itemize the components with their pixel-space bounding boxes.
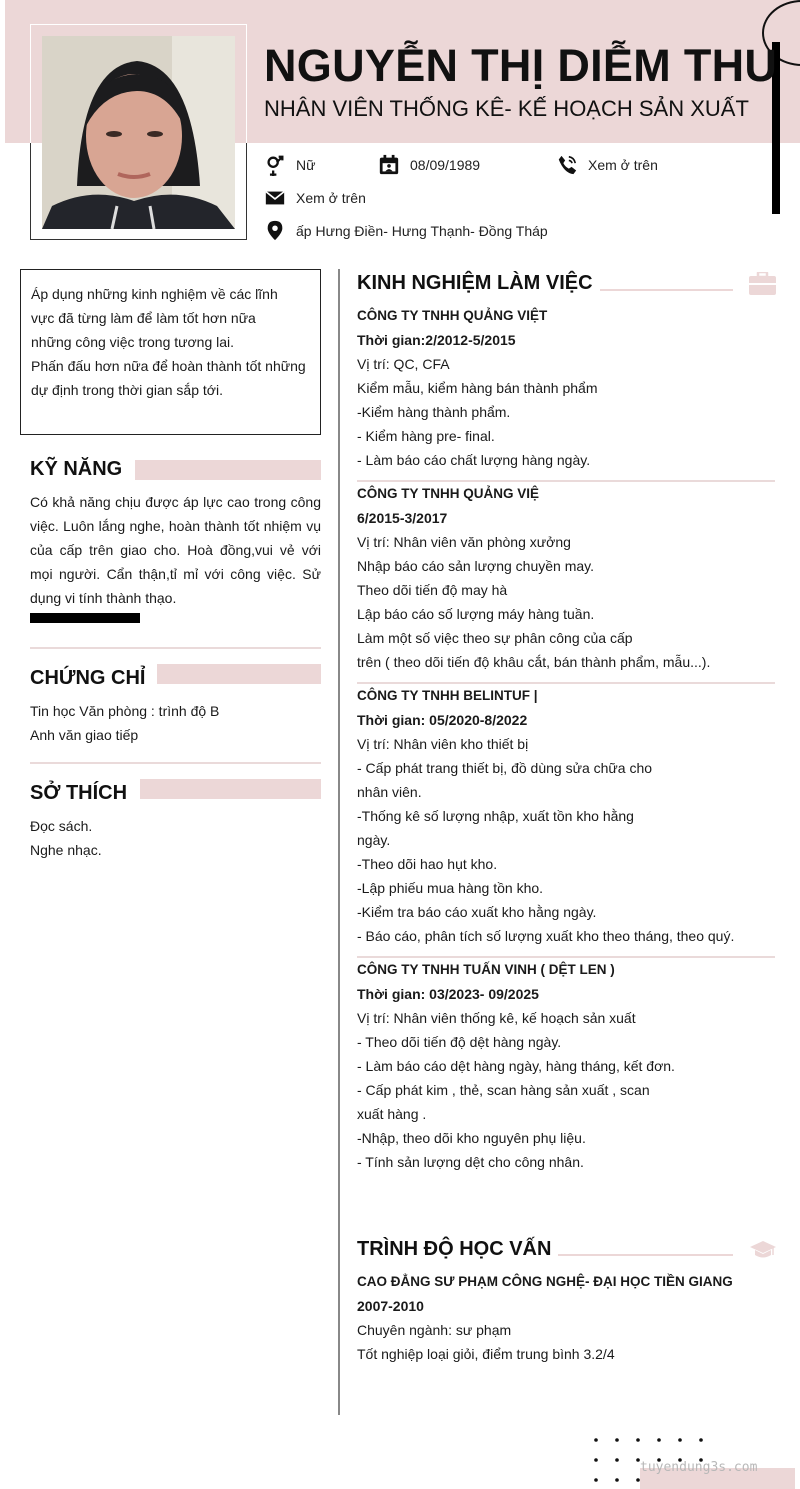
skills-title: KỸ NĂNG (30, 458, 123, 480)
job-period: 6/2015-3/2017 (357, 510, 448, 526)
job-company: CÔNG TY TNHH QUẢNG VIỆT (357, 308, 548, 323)
job-company: CÔNG TY TNHH BELINTUF | (357, 688, 538, 703)
job-entry (357, 684, 775, 948)
birthday-value: 08/09/1989 (410, 157, 481, 173)
hobbies-title: SỞ THÍCH (30, 782, 128, 804)
hobbies-list (30, 814, 102, 862)
info-address (264, 220, 548, 242)
certificate-item: Tin học Văn phòng : trình độ B (30, 703, 220, 719)
gender-value: Nữ (296, 157, 316, 173)
hobby-item: Nghe nhạc. (30, 842, 102, 858)
info-email (264, 187, 366, 209)
briefcase-icon (749, 272, 776, 295)
portrait-image (42, 36, 235, 229)
job-entry (357, 482, 775, 674)
phone-value: Xem ở trên (588, 157, 658, 173)
hobby-item: Đọc sách. (30, 818, 93, 834)
job-line: -Theo dõi hao hụt kho. (357, 856, 498, 872)
candidate-name: NGUYỄN THỊ DIỄM THU (264, 40, 778, 91)
objective-line: những công việc trong tương lai. (31, 334, 235, 350)
job-line: Nhập báo cáo sản lượng chuyền may. (357, 558, 594, 574)
objective-line: Phấn đấu hơn nữa để hoàn thành tốt những (31, 358, 306, 374)
job-line: - Cấp phát trang thiết bị, đồ dùng sửa chữa cho (357, 760, 653, 776)
certificates-title: CHỨNG CHỈ (30, 667, 146, 689)
email-value: Xem ở trên (296, 190, 366, 206)
objective-line: dự định trong thời gian sắp tới. (31, 382, 223, 398)
graduation-cap-icon (750, 1240, 776, 1260)
job-line: ngày. (357, 832, 391, 848)
job-period: Thời gian: 05/2020-8/2022 (357, 712, 528, 728)
skills-text: Có khả năng chịu được áp lực cao trong công việc. Luôn lắng nghe, hoàn thành tốt nhiệm vụ của cấp trên giao cho. Hoà đồng,vui vẻ với mọi người. Cẩn thận,tỉ mỉ với công việc. Sử dụng vi tính thành thạo. (30, 494, 321, 606)
watermark-text: tuyendung3s.com (640, 1460, 758, 1475)
job-line: -Thống kê số lượng nhập, xuất tồn kho hằng (357, 808, 634, 824)
job-line: Vị trí: Nhân viên thống kê, kế hoạch sản xuất (357, 1010, 636, 1026)
experience-title-line (600, 289, 733, 291)
job-line: trên ( theo dõi tiến độ khâu cắt, bán thành phẩm, mẫu...). (357, 654, 711, 670)
job-line: Làm một số việc theo sự phân công của cấp (357, 630, 633, 646)
education-title-line (558, 1254, 733, 1256)
job-period: Thời gian: 03/2023- 09/2025 (357, 986, 539, 1002)
job-line: nhân viên. (357, 784, 422, 800)
job-line: Vị trí: QC, CFA (357, 356, 450, 372)
job-line: Lập báo cáo số lượng máy hàng tuần. (357, 606, 595, 622)
job-line: xuất hàng . (357, 1106, 427, 1122)
info-birthday (378, 154, 480, 176)
job-line: Kiểm mẫu, kiểm hàng bán thành phẩm (357, 380, 598, 396)
job-line: Vị trí: Nhân viên kho thiết bị (357, 736, 529, 752)
objective-box (20, 269, 321, 435)
objective-line: vực đã từng làm để làm tốt hơn nữa (31, 310, 256, 326)
section-divider (30, 647, 321, 649)
job-line: Theo dõi tiến độ may hà (357, 582, 508, 598)
info-gender (264, 154, 315, 176)
education-title: TRÌNH ĐỘ HỌC VẤN (357, 1238, 552, 1260)
job-line: - Làm báo cáo dệt hàng ngày, hàng tháng, kết đơn. (357, 1058, 675, 1074)
job-line: -Kiểm tra báo cáo xuất kho hằng ngày. (357, 904, 597, 920)
section-divider (30, 762, 321, 764)
objective-line: Áp dụng những kinh nghiệm về các lĩnh (31, 286, 278, 302)
education-school: CAO ĐẲNG SƯ PHẠM CÔNG NGHỆ- ĐẠI HỌC TIỀN GIANG (357, 1274, 733, 1289)
skills-title-bar (135, 460, 321, 480)
education-entry (357, 1270, 775, 1366)
job-entry (357, 958, 775, 1174)
job-line: -Nhập, theo dõi kho nguyên phụ liệu. (357, 1130, 586, 1146)
job-line: -Kiểm hàng thành phẩm. (357, 404, 511, 420)
location-icon (264, 220, 286, 242)
job-line: - Báo cáo, phân tích số lượng xuất kho theo tháng, theo quý. (357, 928, 735, 944)
job-entry (357, 304, 775, 472)
education-line: Chuyên ngành: sư phạm (357, 1322, 512, 1338)
skill-level-bar (30, 613, 140, 623)
job-line: - Làm báo cáo chất lượng hàng ngày. (357, 452, 591, 468)
job-line: -Lập phiếu mua hàng tồn kho. (357, 880, 544, 896)
job-company: CÔNG TY TNHH TUẤN VINH ( DỆT LEN ) (357, 962, 615, 977)
job-company: CÔNG TY TNHH QUẢNG VIỆ (357, 486, 540, 501)
email-icon (264, 187, 286, 209)
certificates-list (30, 699, 219, 747)
education-line: Tốt nghiệp loại giỏi, điểm trung bình 3.2/4 (357, 1346, 615, 1362)
certificates-title-bar (157, 664, 321, 684)
job-period: Thời gian:2/2012-5/2015 (357, 332, 516, 348)
info-phone (556, 154, 658, 176)
hobbies-title-bar (140, 779, 321, 799)
gender-icon (264, 154, 286, 176)
job-line: - Kiểm hàng pre- final. (357, 428, 495, 444)
address-value: ấp Hưng Điền- Hưng Thạnh- Đồng Tháp (296, 223, 548, 239)
job-line: - Tính sản lượng dệt cho công nhân. (357, 1154, 584, 1170)
calendar-icon (378, 154, 400, 176)
phone-icon (556, 154, 578, 176)
profile-photo (42, 36, 235, 229)
job-line: Vị trí: Nhân viên văn phòng xưởng (357, 534, 571, 550)
job-title: NHÂN VIÊN THỐNG KÊ- KẾ HOẠCH SẢN XUẤT (264, 96, 749, 121)
job-line: - Cấp phát kim , thẻ, scan hàng sản xuất , scan (357, 1082, 650, 1098)
job-line: - Theo dõi tiến độ dệt hàng ngày. (357, 1034, 562, 1050)
certificate-item: Anh văn giao tiếp (30, 727, 139, 743)
experience-title: KINH NGHIỆM LÀM VIỆC (357, 272, 593, 294)
column-divider (338, 269, 340, 1415)
education-period: 2007-2010 (357, 1298, 424, 1314)
